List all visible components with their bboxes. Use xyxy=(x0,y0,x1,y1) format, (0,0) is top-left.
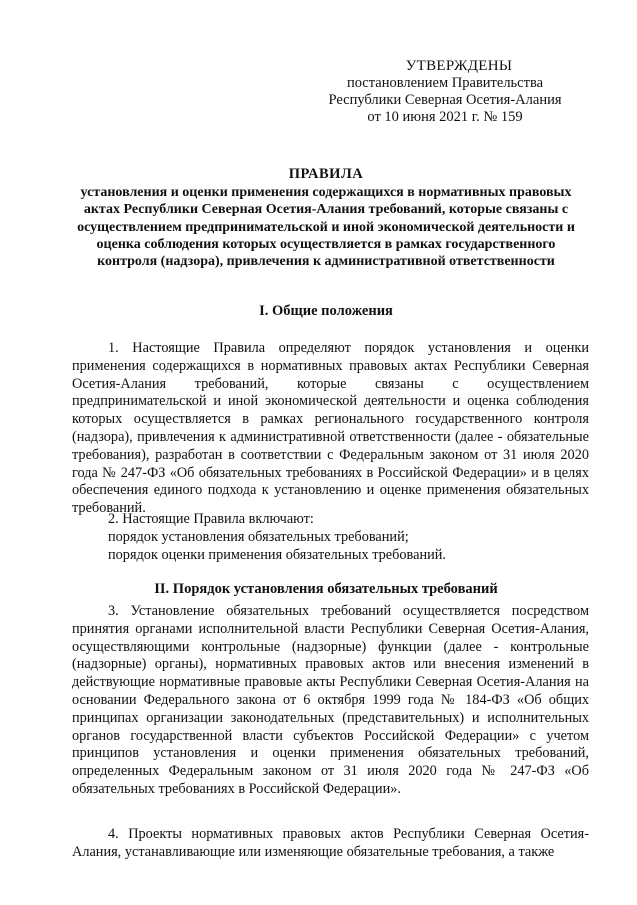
approval-line-3: от 10 июня 2021 г. № 159 xyxy=(367,109,523,125)
list-item-assessment: порядок оценки применения обязательных требований. xyxy=(108,547,446,563)
document-subtitle: установления и оценки применения содержащихся в нормативных правовых актах Республики Северная Осетия-Алания требований, которые связаны с осуществлением предпринимательской и иной экономической деятельности и оценка соблюдения которых осуществляется в рамках государственного контроля (надзора), привлечения к административной ответственности xyxy=(77,185,575,270)
section-heading-procedure: II. Порядок установления обязательных требований xyxy=(154,581,498,597)
paragraph-1: 1. Настоящие Правила определяют порядок установления и оценки применения содержащихся в нормативных правовых актах Республики Северная Осетия-Алания требований, которые связаны с осуществлением предпринимательской и иной экономической деятельности и оценка соблюдения которых осуществляется в рамках регионального государственного контроля (надзора), привлечения к административной ответственности (далее - обязательные требования), разработан в соответствии с Федеральным законом от 31 июля 2020 года № 247-ФЗ «Об обязательных требованиях в Российской Федерации» и в целях обеспечения единого подхода к установлению и оценке применения обязательных требований. xyxy=(72,340,589,517)
document-title: ПРАВИЛА xyxy=(288,166,364,182)
list-item-establishment: порядок установления обязательных требований; xyxy=(108,529,409,545)
paragraph-2: 2. Настоящие Правила включают: xyxy=(108,511,314,527)
approval-stamp xyxy=(300,58,590,126)
section-heading-general: I. Общие положения xyxy=(259,303,393,319)
paragraph-3: 3. Установление обязательных требований осуществляется посредством принятия органами исполнительной власти Республики Северная Осетия-Алания, осуществляющими контрольные (надзорные) функции (далее - контрольные (надзорные) органы), нормативных правовых актов или внесения изменений в действующие нормативные правовые акты Республики Северная Осетия-Алания на основании Федерального закона от 6 октября 1999 года № 184-ФЗ «Об общих принципах организации законодательных (представительных) и исполнительных органов государственной власти субъектов Российской Федерации» с учетом принципов установления и оценки применения обязательных требований, определенных Федеральным законом от 31 июля 2020 года № 247-ФЗ «Об обязательных требованиях в Российской Федерации». xyxy=(72,603,589,797)
document-title-block xyxy=(66,166,586,270)
approval-line-2: Республики Северная Осетия-Алания xyxy=(328,92,562,108)
approval-heading: УТВЕРЖДЕНЫ xyxy=(405,58,513,74)
paragraph-4: 4. Проекты нормативных правовых актов Республики Северная Осетия-Алания, устанавливающие или изменяющие обязательные требования, а также xyxy=(72,826,589,860)
approval-line-1: постановлением Правительства xyxy=(346,75,544,91)
